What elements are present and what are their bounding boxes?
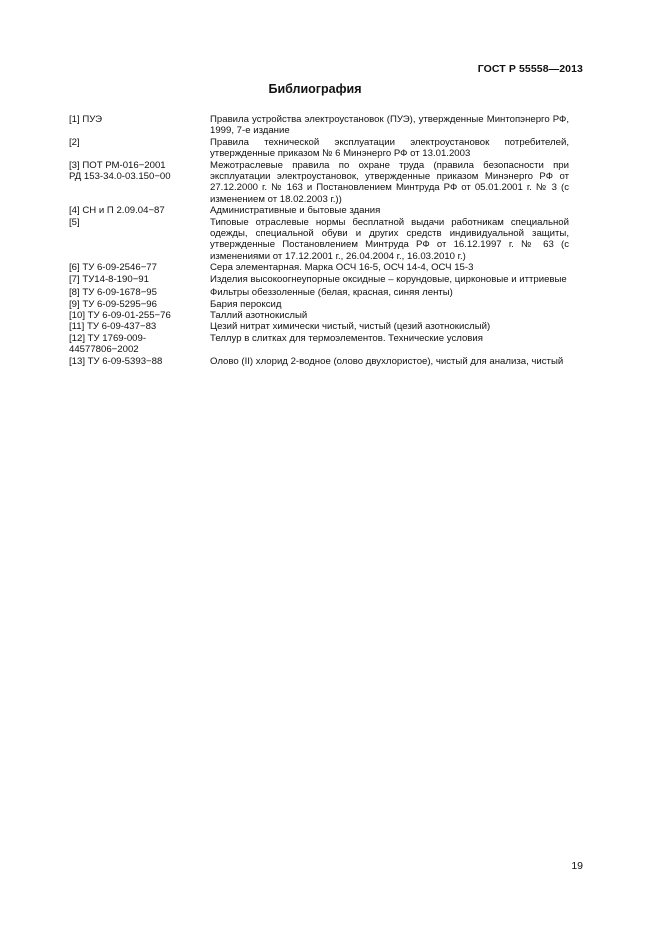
page-number: 19	[571, 860, 583, 872]
bibliography-entry	[69, 217, 569, 263]
bibliography-entry	[69, 321, 569, 332]
entry-description: Типовые отраслевые нормы бесплатной выдачи работникам специальной одежды, специальной обуви и других средств индивидуальной защиты, утвержденные Постановлением Минтруда РФ от 16.12.1997 г. № 63 (с изменениями от 17.12.2001 г., 26.04.2004 г., 16.03.2010 г.)	[210, 216, 569, 262]
entry-reference: [1] ПУЭ	[69, 114, 103, 125]
entry-description: Межотраслевые правила по охране труда (правила безопасности при эксплуатации электроустановок, утвержденные приказом Минэнерго РФ от 27.12.2000 г. № 163 и Постановлением Минтруда РФ от 05.01.2001 г. № 3 (с изменением от 18.02.2003 г.))	[210, 159, 569, 205]
entry-description: Сера элементарная. Марка ОСЧ 16-5, ОСЧ 14-4, ОСЧ 15-3	[210, 262, 474, 274]
entry-reference: [4] СН и П 2.09.04−87	[69, 205, 165, 217]
entry-description: Правила устройства электроустановок (ПУЭ), утвержденные Минтопэнерго РФ, 1999, 7-е издание	[210, 114, 569, 137]
entry-reference: [2]	[69, 136, 80, 148]
entry-reference: [3] ПОТ РМ-016−2001 РД 153-34.0-03.150−00	[69, 159, 171, 183]
bibliography-entry	[69, 262, 569, 273]
entry-reference: [6] ТУ 6-09-2546−77	[69, 262, 157, 274]
entry-description: Изделия высокоогнеупорные оксидные – корундовые, цирконовые и иттриевые	[210, 273, 567, 285]
entry-reference: [8] ТУ 6-09-1678−95	[69, 287, 157, 299]
entry-reference: [11] ТУ 6-09-437−83	[69, 321, 157, 333]
entry-description: Фильтры обеззоленные (белая, красная, синяя ленты)	[210, 287, 453, 299]
entry-description: Таллий азотнокислый	[210, 309, 308, 321]
bibliography-list	[69, 114, 569, 367]
bibliography-entry	[69, 274, 569, 285]
entry-description: Олово (II) хлорид 2-водное (олово двухлористое), чистый для анализа, чистый	[210, 355, 564, 367]
bibliography-entry	[69, 137, 569, 160]
bibliography-entry	[69, 310, 569, 321]
entry-description: Административные и бытовые здания	[210, 205, 381, 217]
entry-reference: [12] ТУ 1769-009- 44577806−2002	[69, 332, 147, 356]
bibliography-entry	[69, 160, 569, 206]
page-title: Библиография	[268, 82, 362, 96]
entry-description: Цезий нитрат химически чистый, чистый (цезий азотнокислый)	[210, 321, 491, 333]
entry-description: Бария пероксид	[210, 298, 282, 310]
entry-reference: [13] ТУ 6-09-5393−88	[69, 355, 163, 367]
entry-description: Правила технической эксплуатации электроустановок потребителей, утвержденные приказом № 6 Минэнерго РФ от 13.01.2003	[210, 136, 569, 160]
bibliography-entry	[69, 333, 569, 356]
bibliography-entry	[69, 287, 569, 298]
entry-reference: [7] ТУ14-8-190−91	[69, 273, 149, 285]
bibliography-entry	[69, 114, 569, 137]
bibliography-entry	[69, 299, 569, 310]
bibliography-entry	[69, 205, 569, 216]
entry-description: Теллур в слитках для термоэлементов. Технические условия	[210, 332, 483, 344]
bibliography-entry	[69, 356, 569, 367]
entry-reference: [5]	[69, 216, 80, 228]
entry-reference: [9] ТУ 6-09-5295−96	[69, 298, 157, 310]
standard-code: ГОСТ Р 55558—2013	[477, 63, 583, 75]
entry-reference: [10] ТУ 6-09-01-255−76	[69, 309, 171, 321]
